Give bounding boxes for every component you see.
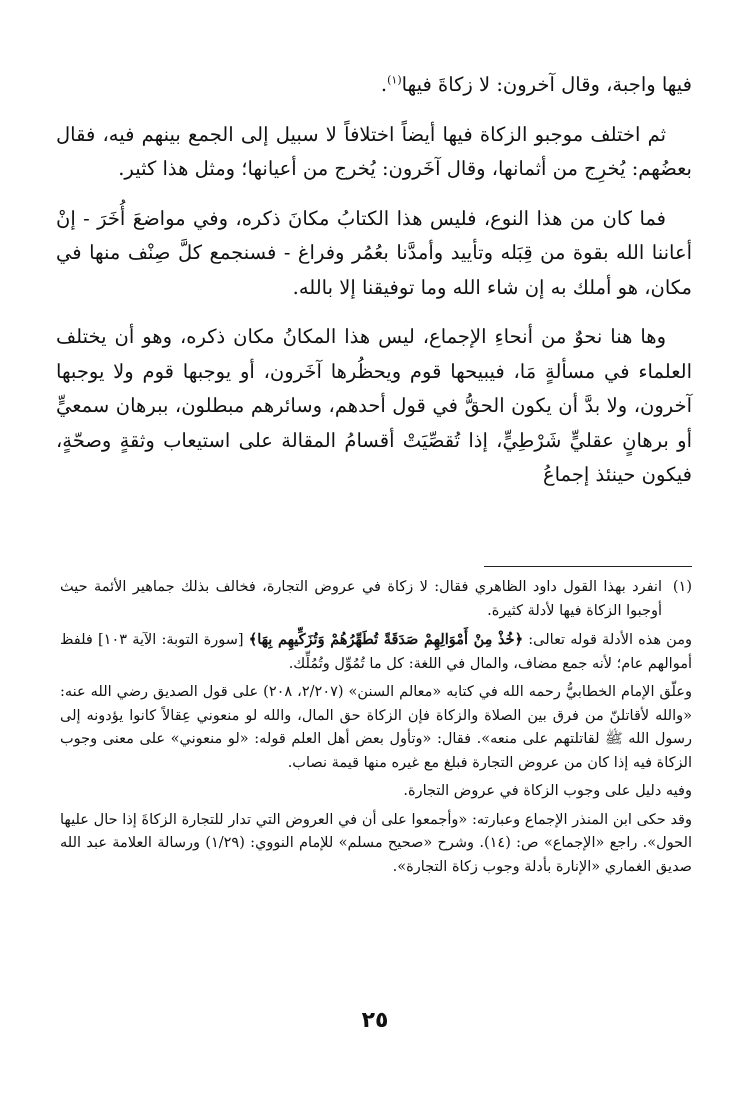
page-number: ٢٥ (361, 1008, 389, 1033)
footnotes-section (60, 576, 692, 884)
main-text (56, 68, 692, 508)
quran-verse: ﴿خُذْ مِنْ أَمْوَالِهِمْ صَدَقَةً تُطَهِّرُهُمْ وَتُزَكِّيهِم بِهَا﴾ (248, 631, 524, 648)
footnote-1-text: انفرد بهذا القول داود الظاهري فقال: لا زكاة في عروض التجارة، فخالف بذلك جماهير الأئمة حيث أوجبوا الزكاة فيها لأدلة كثيرة. (60, 579, 662, 619)
paragraph-1-end: . (380, 73, 388, 96)
footnote-paragraph-evidence (60, 628, 692, 676)
footnote-separator (484, 566, 692, 567)
footnote-paragraph-consensus: وقد حكى ابن المنذر الإجماع وعبارته: «وأجمعوا على أن في العروض التي تدار للتجارة الزكاةَ إذا حال عليها الحول». راجع «الإجماع» ص: (١٤). وشرح «صحيح مسلم» للإمام النووي: (١/٢٩) ورسالة العلامة عبد الله صديق الغماري «الإنارة بأدلة وجوب زكاة التجارة». (60, 811, 692, 875)
paragraph-3: فما كان من هذا النوع، فليس هذا الكتابُ مكانَ ذكره، وفي مواضعَ أُخَرَ - إنْ أعاننا الله بقوة من قِبَله وتأييد وأمدَّنا بعُمُر وفراغ - فسنجمع كلَّ صِنْف منها في مكان، هو أملك به إن شاء الله وما توفيقنا إلا بالله. (56, 206, 692, 299)
paragraph-1-text: فيها واجبة، وقال آخرون: لا زكاةَ فيها (401, 73, 692, 96)
footnote-paragraph-khattabi: وعلّق الإمام الخطابيُّ رحمه الله في كتابه «معالم السنن» (٢/٢٠٧، ٢٠٨) على قول الصديق رضي الله عنه: «والله لأقاتلنّ من فرق بين الصلاة والزكاة فإن الزكاة حق المال، والله لو منعوني عِقالاً كانوا يؤدونه إلى رسول الله ﷺ لقاتلتهم على منعه». فقال: «وتأول بعض أهل العلم قوله: «لو منعوني» على معنى وجوب الزكاة فيه إذا كان من عروض التجارة فبلغ مع غيره منها قيمة نصاب. (60, 684, 692, 771)
footnote-marker[interactable]: (١) (387, 73, 402, 87)
paragraph-2: ثم اختلف موجبو الزكاة فيها أيضاً اختلافاً لا سبيل إلى الجمع بينهم فيه، فقال بعضُهم: يُخرِج من أثمانها، وقال آخَرون: يُخرج من أعيانها؛ ومثل هذا كثير. (56, 122, 692, 180)
footnote-evidence-intro: ومن هذه الأدلة قوله تعالى: (523, 632, 692, 648)
footnote-evidence-rest: [سورة التوبة: الآية ١٠٣] فلفظ أموالهم عام؛ لأنه جمع مضاف، والمال في اللغة: كل ما تُمُوِّل وتُمُلِّك. (60, 632, 692, 672)
footnote-1 (60, 576, 692, 623)
paragraph-1 (56, 68, 692, 103)
footnote-paragraph-proof: وفيه دليل على وجوب الزكاة في عروض التجارة. (403, 783, 692, 799)
paragraph-4: وها هنا نحوٌ من أنحاءِ الإجماع، ليس هذا المكانُ مكان ذكره، وهو أن يختلف العلماء في مسألةٍ مَا، فيبيحها قوم ويحظُرها آخَرون، أو يوجبها قوم ولا يوجبها آخرون، ولا بدَّ أن يكون الحقُّ في قول أحدهم، وسائرهم مبطلون، ببرهان سمعيٍّ أو برهانٍ عقليٍّ شَرْطِيٍّ، إذا تُقصِّيَتْ أقسامُ المقالة على استيعاب وثقةٍ وصحّةٍ، فيكون حينئذ إجماعُ (56, 325, 692, 486)
footnote-number: (١) (672, 579, 692, 595)
